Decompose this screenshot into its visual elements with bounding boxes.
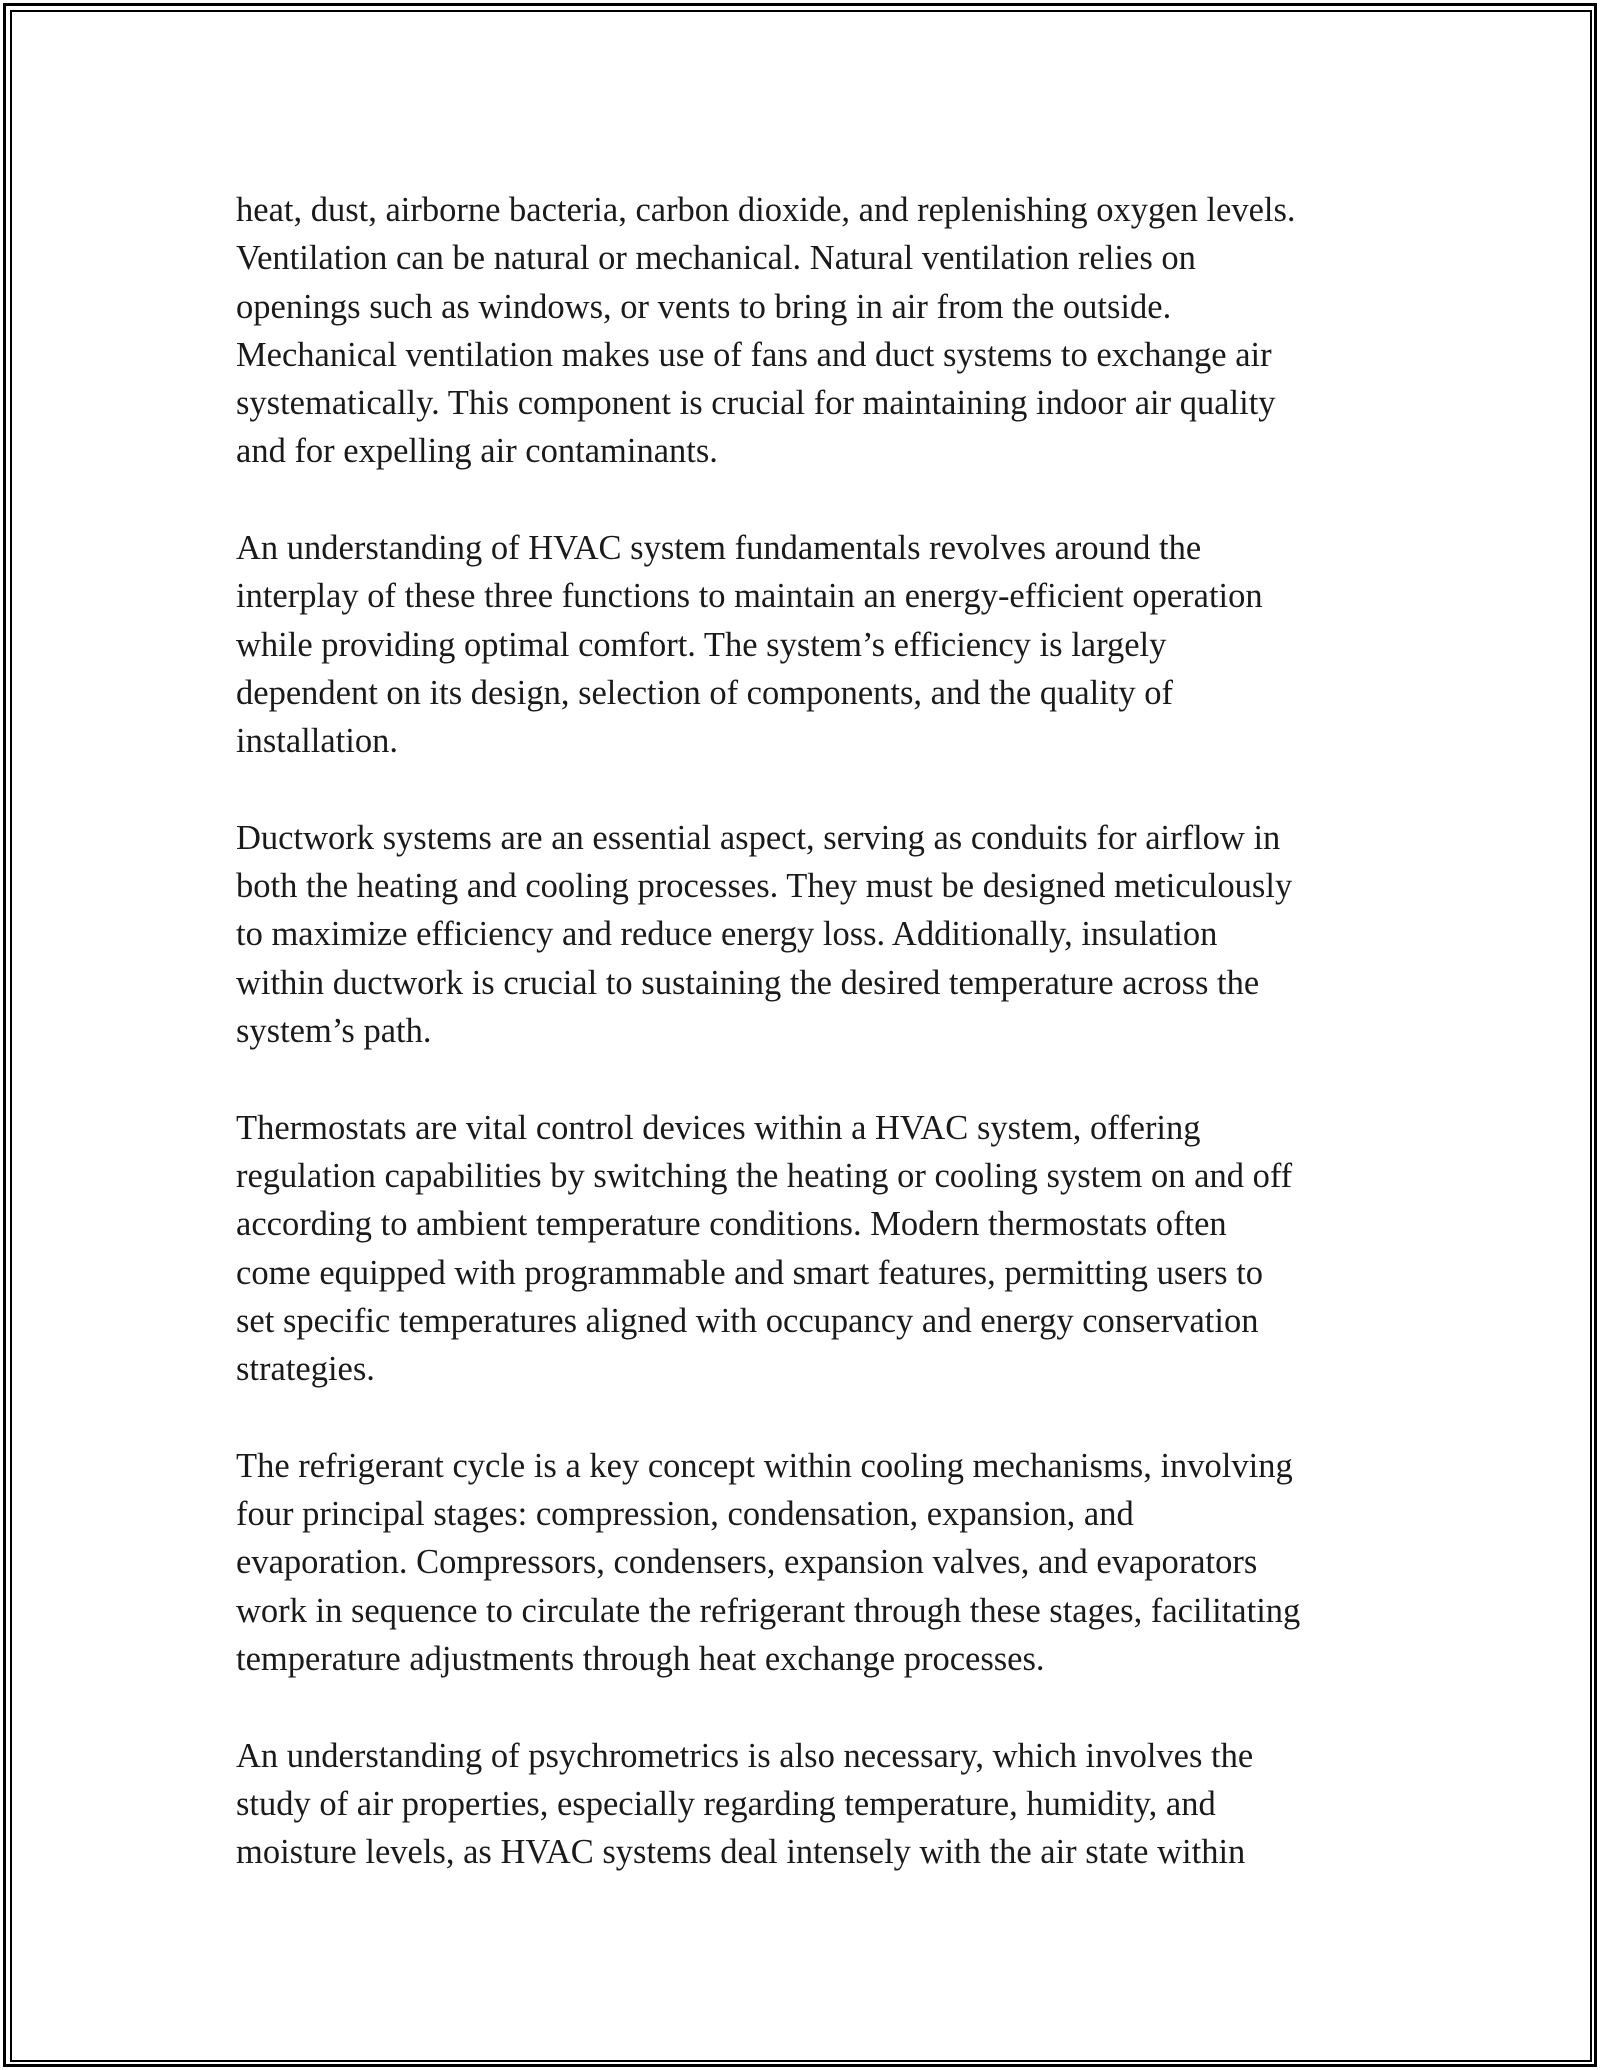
document-body <box>236 186 1376 1876</box>
paragraph-hvac-fundamentals: An understanding of HVAC system fundamentals revolves around the interplay of these three functions to maintain an energy-efficient operation while providing optimal comfort. The system’s efficiency is largely dependent on its design, selection of components, and the quality of installation. <box>236 529 1263 761</box>
paragraph-ductwork: Ductwork systems are an essential aspect, serving as conduits for airflow in both the heating and cooling processes. They must be designed meticulously to maximize efficiency and reduce energy loss. Additionally, insulation within ductwork is crucial to sustaining the desired temperature across the system’s path. <box>236 818 1293 1051</box>
paragraph-refrigerant-cycle: The refrigerant cycle is a key concept within cooling mechanisms, involving four principal stages: compression, condensation, expansion, and evaporation. Compressors, condensers, expansion valves, and evaporators work in sequence to circulate the refrigerant through these stages, facilitating temperature adjustments through heat exchange processes. <box>236 1446 1301 1678</box>
paragraph-ventilation: heat, dust, airborne bacteria, carbon dioxide, and replenishing oxygen levels. Ventilation can be natural or mechanical. Natural ventilation relies on openings such as windows, or vents to bring in air from the outside. Mechanical ventilation makes use of fans and duct systems to exchange air systematically. This component is crucial for maintaining indoor air quality and for expelling air contaminants. <box>236 191 1296 471</box>
paragraph-psychrometrics: An understanding of psychrometrics is also necessary, which involves the study of air properties, especially regarding temperature, humidity, and moisture levels, as HVAC systems deal intensely with the air state within <box>236 1736 1254 1872</box>
paragraph-thermostats: Thermostats are vital control devices within a HVAC system, offering regulation capabilities by switching the heating or cooling system on and off according to ambient temperature conditions. Modern thermostats often come equipped with programmable and smart features, permitting users to set specific temperatures aligned with occupancy and energy conservation strategies. <box>236 1108 1293 1389</box>
